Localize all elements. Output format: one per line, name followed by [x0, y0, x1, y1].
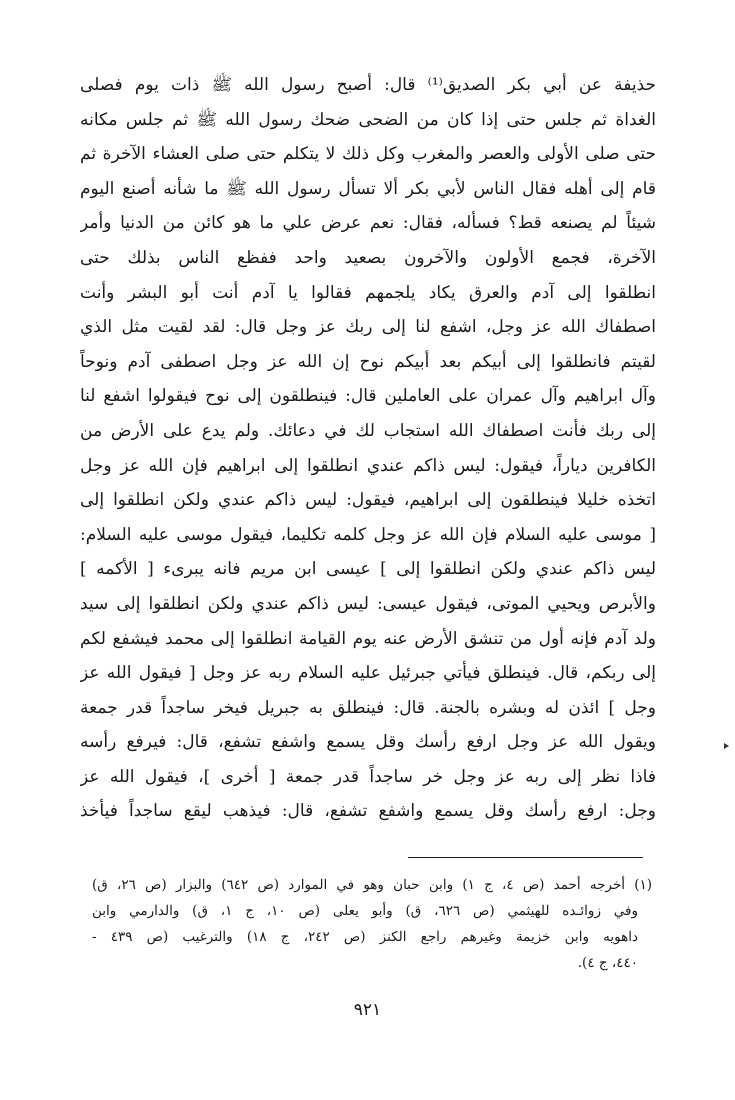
text-line: اصطفاك الله عز وجل، اشفع لنا إلى ربك عز وجل قال: لقد لقيت مثل الذي — [80, 317, 656, 338]
text-line: شيئاً لم يصنعه قط؟ فسأله، فقال: نعم عرض علي ما هو كائن من الدنيا وأمر — [80, 213, 656, 234]
text-line: اتخذه خليلا فينطلقون إلى ابراهيم، فيقول: ليس ذاكم عندي ولكن انطلقوا إلى — [80, 490, 656, 511]
margin-mark — [724, 743, 729, 749]
text-line: الآخرة، فجمع الأولون والآخرون بصعيد واحد ففظع الناس بذلك حتى — [80, 247, 656, 268]
text-line: وجل ] ائذن له وبشره بالجنة. قال: فينطلق به جبريل فيخر ساجداً قدر جمعة — [80, 697, 656, 718]
footnote-line: داهويه وابن خزيمة وغيرهم راجع الكنز (ص ٢٤٢، ج ١٨) والترغيب (ص ٤٣٩ - — [92, 929, 638, 945]
text-line: والأبرص ويحيي الموتى، فيقول عيسى: ليس ذاكم عندي ولكن انطلقوا إلى سيد — [80, 593, 656, 614]
text-line: الغداة ثم جلس حتى إذا كان من الضحى ضحك رسول الله ﷺ ثم جلس مكانه — [80, 109, 656, 130]
footnotes — [92, 872, 652, 976]
footnote-line: وفي زوائـده للهيثمي (ص ٦٢٦، ق) وأبو يعلى (ص ١٠، ج ١، ق) والدارمي وابن — [92, 903, 639, 919]
footnote-separator — [408, 857, 643, 858]
text-line: ليس ذاكم عندي ولكن انطلقوا إلى ] عيسى ابن مريم فانه يبرىء [ الأكمه ] — [80, 559, 656, 580]
text-line: وجل: ارفع رأسك وقل يسمع واشفع تشفع، قال: فيذهب ليقع ساجداً فيأخذ — [80, 801, 656, 822]
text-line: [ موسى عليه السلام فإن الله عز وجل كلمه تكليما، فيقول موسى عليه السلام: — [80, 524, 656, 545]
text-line: حذيفة عن أبي بكر الصديق⁽¹⁾ قال: أصبح رسول الله ﷺ ذات يوم فصلى — [80, 75, 656, 95]
text-line: لقيتم فانطلقوا إلى أبيكم بعد أبيكم نوح إن الله عز وجل اصطفى آدم ونوحاً — [80, 351, 656, 372]
text-line: ولد آدم فإنه أول من تنشق الأرض عنه يوم القيامة انطلقوا إلى محمد فيشفع لكم — [80, 628, 656, 649]
page-number: ٩٢١ — [353, 1000, 382, 1020]
text-line: إلى ربكم، قال. فينطلق فيأتي جبرئيل عليه السلام ربه عز وجل [ فيقول الله عز — [80, 663, 656, 684]
main-text — [80, 68, 656, 829]
text-line: فاذا نظر إلى ربه عز وجل خر ساجداً قدر جمعة [ أخرى ]، فيقول الله عز — [80, 766, 656, 787]
text-line: وآل ابراهيم وآل عمران على العاملين قال: فينطلقون إلى نوح فيقولوا اشفع لنا — [80, 386, 656, 407]
text-line: حتى صلى الأولى والعصر والمغرب وكل ذلك لا يتكلم حتى صلى العشاء الآخرة ثم — [80, 144, 656, 165]
text-line: إلى ربك فأنت اصطفاك الله استجاب لك في دعائك. ولم يدع على الأرض من — [80, 420, 656, 441]
footnote-line: (١) أخرجه أحمد (ص ٤، ج ١) وابن حبان وهو في الموارد (ص ٦٤٢) والبزار (ص ٢٦، ق) — [92, 877, 652, 893]
text-line: قام إلى أهله فقال الناس لأبي بكر ألا تسأل رسول الله ﷺ ما شأنه أصنع اليوم — [80, 178, 656, 199]
text-line: الكافرين دياراً، فيقول: ليس ذاكم عندي انطلقوا إلى ابراهيم فإن الله عز وجل — [80, 455, 656, 476]
text-line: ويقول الله عز وجل ارفع رأسك وقل يسمع واشفع تشفع، قال: فيرفع رأسه — [80, 732, 656, 753]
text-line: انطلقوا إلى آدم والعرق يكاد يلجمهم فقالوا يا آدم أنت أبو البشر وأنت — [80, 282, 656, 303]
footnote-line: ٤٤٠، ج ٤). — [577, 955, 638, 971]
